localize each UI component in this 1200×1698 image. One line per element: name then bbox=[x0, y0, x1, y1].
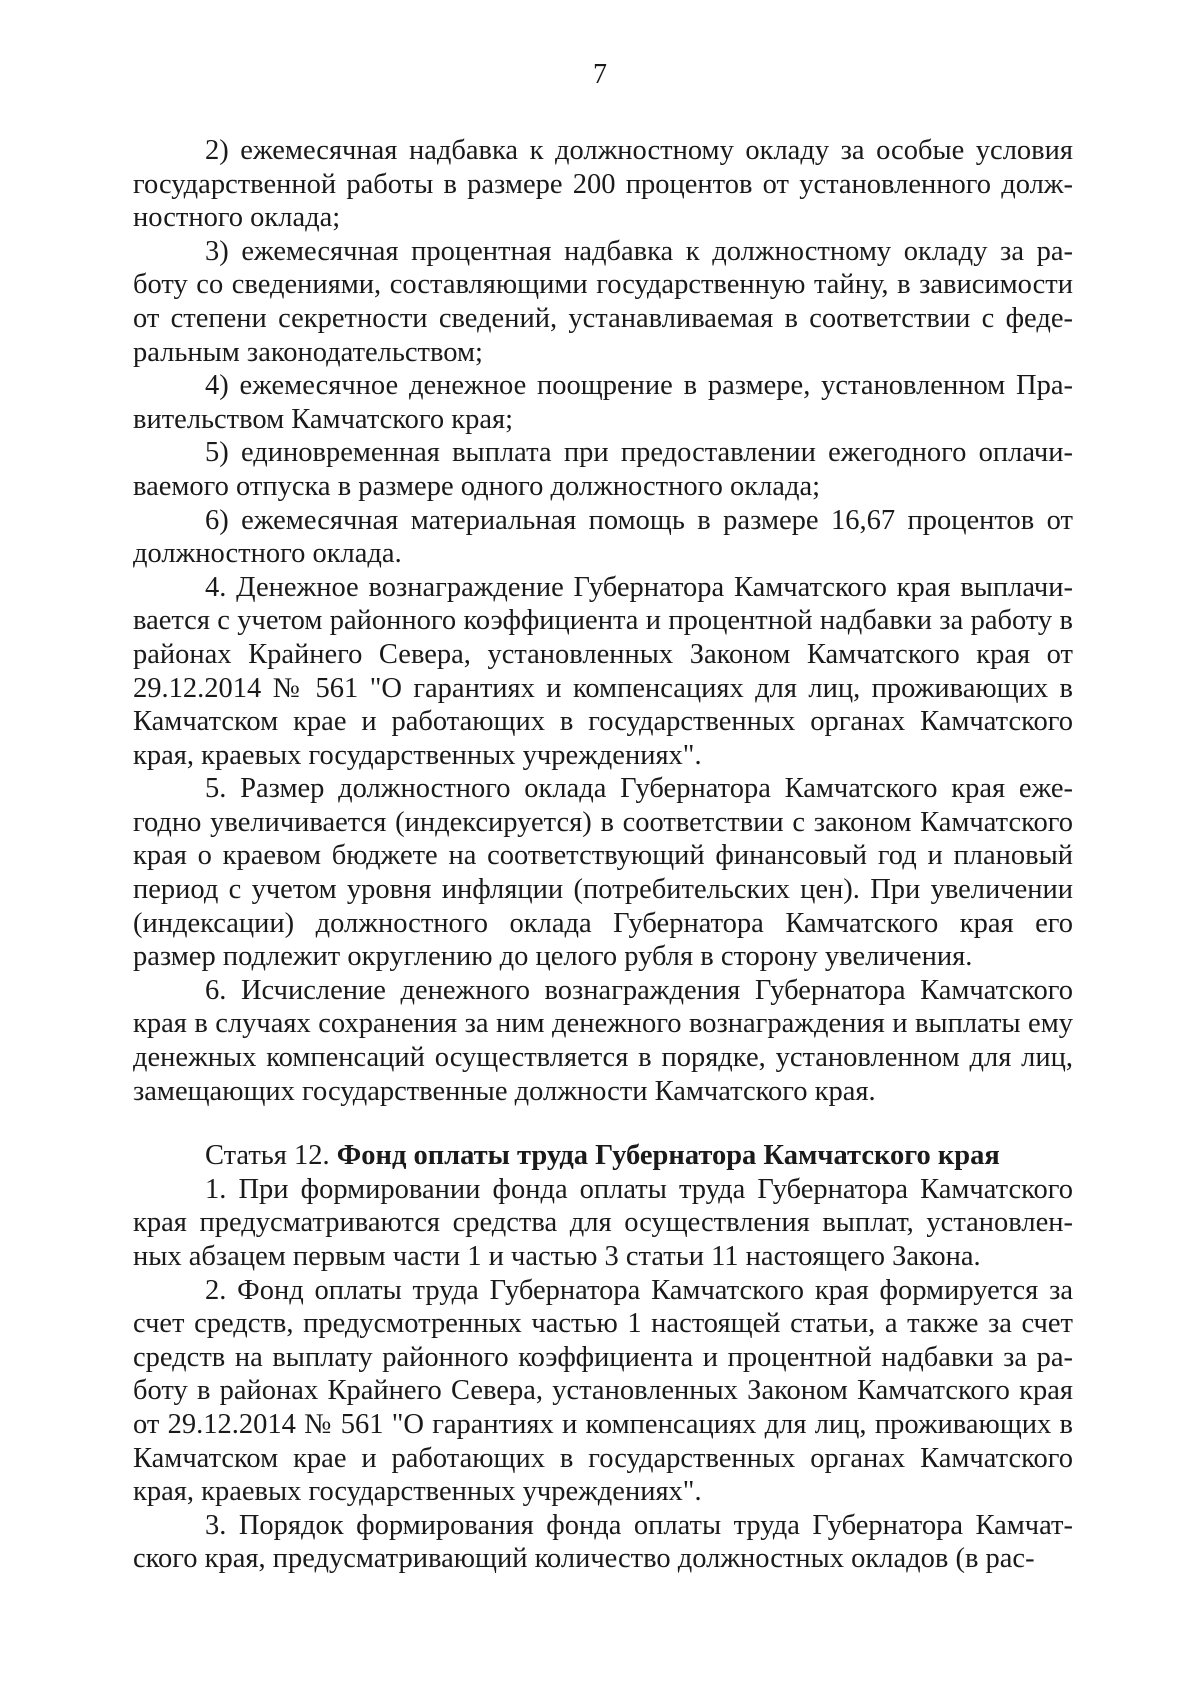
document-body bbox=[133, 134, 1073, 1576]
clause-5: 5. Размер должностного оклада Губернатора Камчатского края ежегодно увеличивается (индексируется) в соответствии с законом Камчатского края о краевом бюджете на соответствующий финансовый год и плановый период с учетом уровня инфляции (потребительских цен). При увеличении (индексации) должностного оклада Губернатора Камчатского края его размер подлежит округлению до целого рубля в сторону увеличения. bbox=[133, 773, 1073, 973]
article-12-clause-3: 3. Порядок формирования фонда оплаты труда Губернатора Камчатского края, предусматривающий количество должностных окладов (в рас- bbox=[133, 1509, 1073, 1575]
list-item-4: 4) ежемесячное денежное поощрение в размере, установленном Правительством Камчатского края; bbox=[133, 370, 1073, 435]
list-item-6: 6) ежемесячная материальная помощь в размере 16,67 процентов от должностного оклада. bbox=[133, 504, 1073, 570]
list-item-2: 2) ежемесячная надбавка к должностному окладу за особые условия государственной работы в размере 200 процентов от установленного должностного оклада; bbox=[133, 135, 1073, 234]
clause-6: 6. Исчисление денежного вознаграждения Губернатора Камчатского края в случаях сохранения за ним денежного вознаграждения и выплаты ему денежных компенсаций осуществляется в порядке, установленном для лиц, замещающих государственные должности Камчатского края. bbox=[133, 974, 1073, 1107]
article-prefix: Статья 12. bbox=[205, 1140, 337, 1172]
clause-4: 4. Денежное вознаграждение Губернатора Камчатского края выплачивается с учетом районного коэффициента и процентной надбавки за работу в районах Крайнего Севера, установленных Законом Камчатского края от 29.12.2014 № 561 "О гарантиях и компенсациях для лиц, проживающих в Камчатском крае и работающих в государственных органах Камчатского края, краевых государственных учреждениях". bbox=[133, 571, 1073, 771]
article-title: Фонд оплаты труда Губернатора Камчатского края bbox=[336, 1140, 1000, 1172]
list-item-5: 5) единовременная выплата при предоставлении ежегодного оплачиваемого отпуска в размере одного должностного оклада; bbox=[133, 437, 1073, 502]
article-12-clause-2: 2. Фонд оплаты труда Губернатора Камчатского края формируется за счет средств, предусмотренных частью 1 настоящей статьи, а также за счет средств на выплату районного коэффициента и процентной надбавки за работу в районах Крайнего Севера, установленных Законом Камчатского края от 29.12.2014 № 561 "О гарантиях и компенсациях для лиц, проживающих в Камчатском крае и работающих в государственных органах Камчатского края, краевых государственных учреждениях". bbox=[133, 1274, 1073, 1508]
article-12-clause-1: 1. При формировании фонда оплаты труда Губернатора Камчатского края предусматриваются средства для осуществления выплат, установленных абзацем первым части 1 и частью 3 статьи 11 настоящего Закона. bbox=[133, 1173, 1073, 1272]
article-heading bbox=[133, 1139, 1073, 1173]
page-number: 7 bbox=[593, 59, 607, 90]
list-item-3: 3) ежемесячная процентная надбавка к должностному окладу за работу со сведениями, составляющими государственную тайну, в зависимости от степени секретности сведений, устанавливаемая в соответствии с федеральным законодательством; bbox=[133, 235, 1073, 368]
